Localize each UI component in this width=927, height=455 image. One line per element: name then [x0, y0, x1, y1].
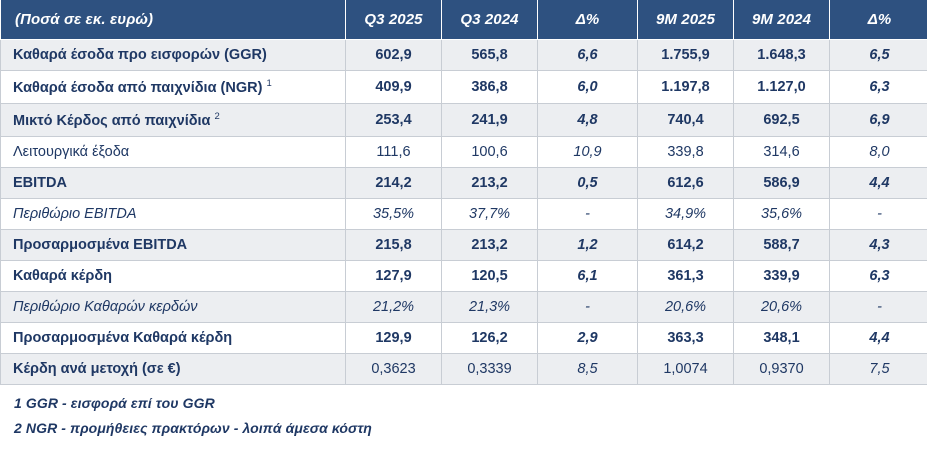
cell-value: 127,9: [346, 260, 442, 291]
cell-value: 348,1: [734, 322, 830, 353]
footnote-1: 1 GGR - εισφορά επί του GGR: [14, 394, 215, 411]
table-row: [1, 198, 927, 229]
row-label: [1, 136, 346, 167]
cell-value: 740,4: [638, 103, 734, 136]
cell-delta: 7,5: [830, 353, 927, 384]
cell-value: 20,6%: [734, 291, 830, 322]
row-label-text: Καθαρά έσοδα προ εισφορών (GGR): [13, 47, 267, 63]
row-label-text: Καθαρά κέρδη: [13, 267, 112, 284]
table-body: [1, 40, 927, 385]
footnote-marker: 2: [214, 110, 220, 122]
row-label-text: Καθαρά έσοδα από παιχνίδια (NGR): [13, 79, 263, 96]
cell-value: 586,9: [734, 167, 830, 198]
table-row: [1, 322, 927, 353]
cell-value: 126,2: [442, 322, 538, 353]
cell-value: 361,3: [638, 260, 734, 291]
cell-value: 1.197,8: [638, 71, 734, 104]
cell-delta: 2,9: [538, 322, 638, 353]
header-units-label: (Ποσά σε εκ. ευρώ): [1, 0, 346, 40]
cell-value: 339,8: [638, 136, 734, 167]
cell-delta: 6,9: [830, 103, 927, 136]
row-label: [1, 322, 346, 353]
cell-delta: -: [538, 198, 638, 229]
cell-value: 213,2: [442, 167, 538, 198]
cell-value: 120,5: [442, 260, 538, 291]
row-label: [1, 71, 346, 104]
cell-value: 20,6%: [638, 291, 734, 322]
cell-value: 602,9: [346, 40, 442, 71]
cell-value: 314,6: [734, 136, 830, 167]
cell-value: 21,3%: [442, 291, 538, 322]
cell-delta: 8,5: [538, 353, 638, 384]
cell-value: 111,6: [346, 136, 442, 167]
cell-delta: 6,3: [830, 260, 927, 291]
row-label-text: Λειτουργικά έξοδα: [13, 143, 130, 160]
cell-value: 253,4: [346, 103, 442, 136]
cell-value: 692,5: [734, 103, 830, 136]
cell-value: 129,9: [346, 322, 442, 353]
table-row: [1, 291, 927, 322]
table-row: [1, 103, 927, 136]
cell-value: 363,3: [638, 322, 734, 353]
header-row: [1, 0, 927, 40]
table-row: [1, 229, 927, 260]
cell-value: 1,0074: [638, 353, 734, 384]
cell-delta: -: [538, 291, 638, 322]
table-row: [1, 353, 927, 384]
header-col-9m-2025: 9M 2025: [638, 0, 734, 40]
table-row: [1, 136, 927, 167]
row-label: [1, 353, 346, 384]
cell-delta: 4,8: [538, 103, 638, 136]
cell-value: 213,2: [442, 229, 538, 260]
row-label-text: Περιθώριο Καθαρών κερδών: [13, 298, 198, 315]
row-label: [1, 103, 346, 136]
row-label-text: Μικτό Κέρδος από παιχνίδια: [13, 112, 211, 129]
row-label: [1, 40, 346, 71]
cell-delta: 10,9: [538, 136, 638, 167]
cell-value: 215,8: [346, 229, 442, 260]
cell-delta: 0,5: [538, 167, 638, 198]
row-label-text: Περιθώριο EBITDA: [13, 205, 137, 222]
cell-value: 386,8: [442, 71, 538, 104]
cell-value: 214,2: [346, 167, 442, 198]
cell-value: 21,2%: [346, 291, 442, 322]
cell-delta: 1,2: [538, 229, 638, 260]
cell-value: 339,9: [734, 260, 830, 291]
cell-delta: -: [830, 291, 927, 322]
cell-value: 409,9: [346, 71, 442, 104]
cell-delta: 4,4: [830, 322, 927, 353]
footnote-2: 2 NGR - προμήθειες πρακτόρων - λοιπά άμεσα κόστη: [14, 419, 372, 436]
footnote-marker: 1: [266, 78, 272, 89]
header-col-9m-2024: 9M 2024: [734, 0, 830, 40]
cell-delta: 4,4: [830, 167, 927, 198]
table-row: [1, 71, 927, 104]
table-row: [1, 40, 927, 71]
cell-delta: 6,1: [538, 260, 638, 291]
row-label: [1, 291, 346, 322]
cell-value: 35,6%: [734, 198, 830, 229]
cell-value: 614,2: [638, 229, 734, 260]
table-row: [1, 260, 927, 291]
header-col-q3-2025: Q3 2025: [346, 0, 442, 40]
header-col-delta-q3: Δ%: [538, 0, 638, 40]
cell-value: 0,3339: [442, 353, 538, 384]
cell-value: 35,5%: [346, 198, 442, 229]
table-header: [1, 0, 927, 40]
cell-value: 612,6: [638, 167, 734, 198]
cell-delta: 6,6: [538, 40, 638, 71]
cell-value: 241,9: [442, 103, 538, 136]
cell-value: 1.127,0: [734, 71, 830, 104]
cell-value: 34,9%: [638, 198, 734, 229]
cell-value: 588,7: [734, 229, 830, 260]
row-label-text: Προσαρμοσμένα EBITDA: [13, 236, 188, 253]
row-label-text: Προσαρμοσμένα Καθαρά κέρδη: [13, 329, 233, 346]
cell-delta: 8,0: [830, 136, 927, 167]
header-col-delta-9m: Δ%: [830, 0, 927, 40]
cell-delta: 6,0: [538, 71, 638, 104]
row-label-text: EBITDA: [13, 174, 67, 191]
cell-value: 0,3623: [346, 353, 442, 384]
cell-delta: 6,5: [830, 40, 927, 71]
header-col-q3-2024: Q3 2024: [442, 0, 538, 40]
cell-value: 37,7%: [442, 198, 538, 229]
cell-delta: -: [830, 198, 927, 229]
cell-value: 100,6: [442, 136, 538, 167]
row-label: [1, 260, 346, 291]
table-row: [1, 167, 927, 198]
cell-value: 1.648,3: [734, 40, 830, 71]
cell-value: 1.755,9: [638, 40, 734, 71]
cell-value: 565,8: [442, 40, 538, 71]
row-label: [1, 198, 346, 229]
row-label: [1, 167, 346, 198]
cell-delta: 4,3: [830, 229, 927, 260]
row-label: [1, 229, 346, 260]
footnotes: [0, 385, 927, 436]
cell-value: 0,9370: [734, 353, 830, 384]
row-label-text: Κέρδη ανά μετοχή (σε €): [13, 360, 181, 377]
cell-delta: 6,3: [830, 71, 927, 104]
